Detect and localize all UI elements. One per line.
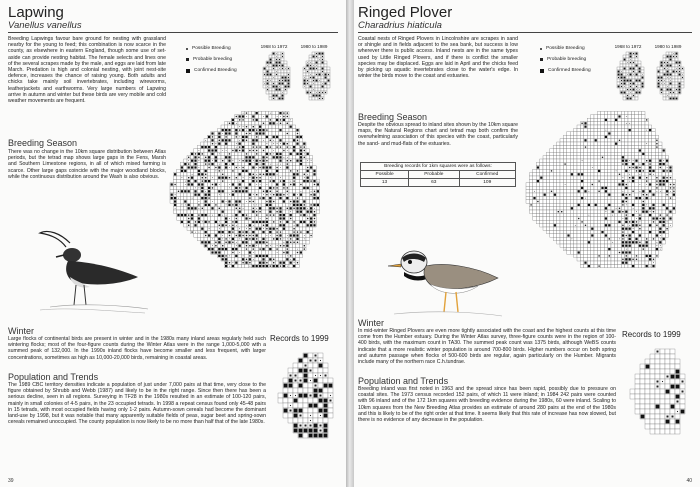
minimap-label-1968: 1968 to 1972 bbox=[614, 44, 642, 49]
page-number: 40 bbox=[686, 478, 692, 484]
legend-possible: Possible Breeding bbox=[540, 46, 585, 51]
page-ringed-plover bbox=[354, 0, 700, 487]
book-gutter bbox=[346, 0, 354, 487]
species-title: Lapwing bbox=[8, 4, 64, 21]
population-heading: Population and Trends bbox=[8, 372, 99, 382]
table-header-confirmed: Confirmed bbox=[459, 171, 516, 179]
winter-heading: Winter bbox=[358, 318, 385, 328]
intro-text: Coastal nests of Ringed Plovers in Lincolnshire are scrapes in sand or shingle and in fields adjacent to the sea bank, but success is low wherever there is public access. Inland nests are in the same types used by Little Ringed Plovers, and if there is conflict the smaller species may be displaced. Eggs are laid in April and the chicks feed by picking up aquatic invertebrates close to the water's edge. In winter the birds move to the coast and estuaries. bbox=[358, 36, 518, 80]
minimap-label-1980: 1980 to 1989 bbox=[654, 44, 682, 49]
winter-records-map bbox=[630, 344, 690, 434]
legend-confirmed: Confirmed Breeding bbox=[186, 68, 237, 73]
title-rule bbox=[8, 32, 338, 33]
breeding-text: There was no change in the 10km square distribution between Atlas periods, but the tetrad map shows large gaps in the Fens, Marsh and Southern Limestone regions, in all of which mixed farming is scarce. Other large gaps coincide with the major woodland blocks, while the continuous distribution around the Wash is also obvious. bbox=[8, 149, 166, 180]
winter-text: In mid-winter Ringed Plovers are even more tightly associated with the coast and the highest counts at this time come from the Humber estuary. During the Winter Atlas survey, three-figure counts were in the region of 100-400 birds, with the maximum count in TA30. The summed peak count was 1375 birds, although WeBS counts indicate that a more realistic winter population is around 700-800 birds. Higher numbers occur on both spring and autumn passage when flocks of 500-600 birds are regular, again particularly on the Humber. Migrants include many of the northern race C.h.tundrae. bbox=[358, 328, 616, 366]
winter-heading: Winter bbox=[8, 326, 35, 336]
ringed-plover-illustration bbox=[374, 240, 504, 320]
table-header-possible: Possible bbox=[361, 171, 409, 179]
probable-square-icon bbox=[540, 58, 543, 61]
possible-dot-icon bbox=[186, 48, 188, 50]
lapwing-illustration bbox=[10, 225, 150, 315]
minimap-label-1980: 1980 to 1989 bbox=[300, 44, 328, 49]
table-value-possible: 13 bbox=[361, 179, 409, 187]
breeding-heading: Breeding Season bbox=[358, 112, 428, 122]
species-latin-name: Charadrius hiaticula bbox=[358, 20, 442, 31]
winter-text: Large flocks of continental birds are present in winter and in the 1980s many inland areas regularly held such wintering flocks; most of the four-figure counts during the Winter Atlas were in the range 1,000-5,000 with a summed peak of 132,000. In the 1990s inland flocks have become smaller and less frequent, with larger concentrations, sometimes as high as 10,000-20,000 birds, remaining in coastal areas. bbox=[8, 336, 266, 361]
possible-dot-icon bbox=[540, 48, 542, 50]
winter-records-map bbox=[278, 348, 338, 438]
breeding-records-table bbox=[360, 162, 516, 187]
legend-probable: Probable breeding bbox=[186, 57, 232, 62]
legend-possible: Possible Breeding bbox=[186, 46, 231, 51]
breeding-text: Despite the obvious spread to inland sites shown by the 10km square maps, the Natural Regions chart and tetrad map both confirm the overwhelming association of this species with the coast, particularly the sand- and mud-flats of the estuaries. bbox=[358, 122, 518, 147]
population-heading: Population and Trends bbox=[358, 376, 449, 386]
page-number: 39 bbox=[8, 478, 14, 484]
species-title: Ringed Plover bbox=[358, 4, 453, 21]
intro-text: Breeding Lapwings favour bare ground for nesting with grassland nearby for the young to feed; this combination is now scarce in the county, as elsewhere in eastern England, though some use of set-aside can provide nesting habitat. The female selects and lines one of the several scrapes made by the male, and eggs are laid from late March. Predation is high and colonial nesting, with joint nest-site defence, increases the chance of raising young. Both adults and chicks take mainly soil invertebrates, including wireworms, leatherjackets and earthworms. Very large numbers of Lapwing arrive in autumn and winter but these birds are very mobile and cold weather movements are frequent. bbox=[8, 36, 166, 105]
confirmed-square-icon bbox=[540, 69, 544, 73]
minimap-1980-1989 bbox=[300, 52, 330, 100]
legend-probable: Probable breeding bbox=[540, 57, 586, 62]
minimap-1968-1972 bbox=[614, 52, 644, 100]
population-text: The 1989 CBC territory densities indicate a population of just under 7,000 pairs at that time, very close to the figure obtained by Shrubb and Webb (1987) and likely to be in the right range. Since then there has been a serious decline, seen in all regions. Surveying in TF28 in the 1980s resulted in an estimate of 100-120 pairs, mainly in small colonies of 4-5 pairs, in the 23 occupied tetrads. In 1998 a repeat census found only 45-48 pairs in 15 tetrads, with most occupied fields having only 1-2 pairs. Autumn-sown cereals had become the dominant land-use by 1998, but it was notable that many apparently suitable fields of peas, sugar beet and spring-sown cereals remained unoccupied. The county population is now likely to be no more than half that of the late 1980s. bbox=[8, 382, 266, 426]
minimap-1980-1989 bbox=[654, 52, 684, 100]
records-title: Records to 1999 bbox=[622, 330, 681, 339]
population-text: Breeding inland was first noted in 1963 and the spread since has been rapid, possibly due to pressure on coastal sites. The 1973 census recorded 152 pairs, of which 11 were inland; in 1984 242 pairs were counted with 96 inland and of the 172 1km squares with breeding evidence during the 1980s, 60 were inland. Scaling to 10km squares from the New Breeding Atlas provides an estimate of around 280 pairs at the end of the 1980s and this is likely to be of the right order at that time. It seems likely that this rate of increase has now slowed, but there is no evidence of any decrease in the population. bbox=[358, 386, 616, 424]
tetrad-distribution-map bbox=[170, 108, 342, 268]
legend-confirmed: Confirmed Breeding bbox=[540, 68, 591, 73]
breeding-heading: Breeding Season bbox=[8, 138, 78, 148]
title-rule bbox=[358, 32, 692, 33]
page-lapwing bbox=[0, 0, 346, 487]
table-header-probable: Probable bbox=[409, 171, 459, 179]
table-caption: Breeding records for 1km squares were as follows: bbox=[361, 163, 516, 171]
species-latin-name: Vanellus vanellus bbox=[8, 20, 82, 31]
tetrad-distribution-map bbox=[526, 108, 696, 268]
probable-square-icon bbox=[186, 58, 189, 61]
confirmed-square-icon bbox=[186, 69, 190, 73]
minimap-1968-1972 bbox=[260, 52, 290, 100]
records-title: Records to 1999 bbox=[270, 334, 329, 343]
table-value-probable: 63 bbox=[409, 179, 459, 187]
minimap-label-1968: 1968 to 1972 bbox=[260, 44, 288, 49]
table-value-confirmed: 109 bbox=[459, 179, 516, 187]
